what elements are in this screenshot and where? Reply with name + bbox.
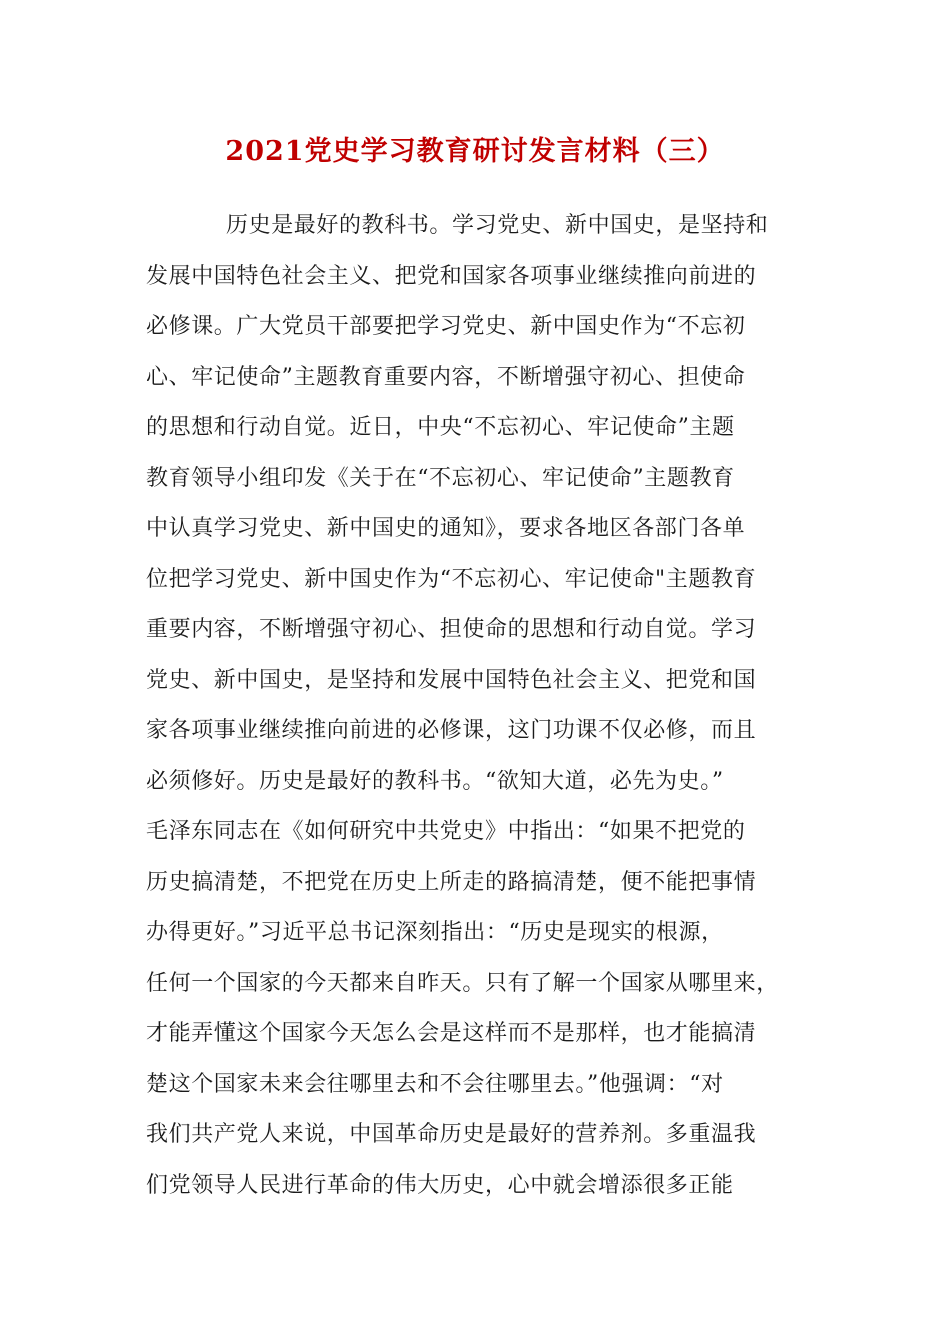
document-title: 2021党史学习教育研讨发言材料（三）	[225, 136, 725, 167]
paragraph-line: 党史、新中国史，是坚持和发展中国特色社会主义、把党和国	[146, 667, 757, 693]
paragraph-line: 发展中国特色社会主义、把党和国家各项事业继续推向前进的	[146, 263, 757, 289]
paragraph-line: 们党领导人民进行革命的伟大历史，心中就会增添很多正能	[146, 1172, 734, 1198]
paragraph-line: 中认真学习党史、新中国史的通知》，要求各地区各部门各单	[146, 516, 746, 541]
paragraph-line: 的思想和行动自觉。近日，中央“不忘初心、牢记使命”主题	[146, 415, 735, 440]
body-paragraph	[146, 201, 808, 1211]
paragraph-line: 历史搞清楚，不把党在历史上所走的路搞清楚，便不能把事情	[146, 869, 757, 895]
paragraph-line: 必修课。广大党员干部要把学习党史、新中国史作为“不忘初	[146, 314, 746, 339]
paragraph-line: 位把学习党史、新中国史作为“不忘初心、牢记使命"主题教育	[146, 566, 757, 592]
paragraph-line: 必须修好。历史是最好的教科书。“欲知大道，必先为史。”	[146, 768, 724, 794]
paragraph-line: 历史是最好的教科书。学习党史、新中国史，是坚持和	[226, 213, 769, 238]
paragraph-line: 我们共产党人来说，中国革命历史是最好的营养剂。多重温我	[146, 1122, 757, 1147]
paragraph-line: 心、牢记使命”主题教育重要内容，不断增强守初心、担使命	[146, 364, 746, 390]
paragraph-line: 任何一个国家的今天都来自昨天。只有了解一个国家从哪里来，	[146, 970, 779, 996]
paragraph-line: 办得更好。”习近平总书记深刻指出：“历史是现实的根源，	[146, 920, 724, 945]
paragraph-line: 楚这个国家未来会往哪里去和不会往哪里去。”他强调：“对	[146, 1071, 724, 1097]
paragraph-line: 重要内容，不断增强守初心、担使命的思想和行动自觉。学习	[146, 617, 757, 642]
paragraph-line: 毛泽东同志在《如何研究中共党史》中指出：“如果不把党的	[146, 819, 746, 844]
paragraph-line: 教育领导小组印发《关于在“不忘初心、牢记使命”主题教育	[146, 465, 735, 491]
paragraph-line: 家各项事业继续推向前进的必修课，这门功课不仅必修，而且	[146, 718, 757, 743]
paragraph-line: 才能弄懂这个国家今天怎么会是这样而不是那样，也才能搞清	[146, 1021, 757, 1046]
